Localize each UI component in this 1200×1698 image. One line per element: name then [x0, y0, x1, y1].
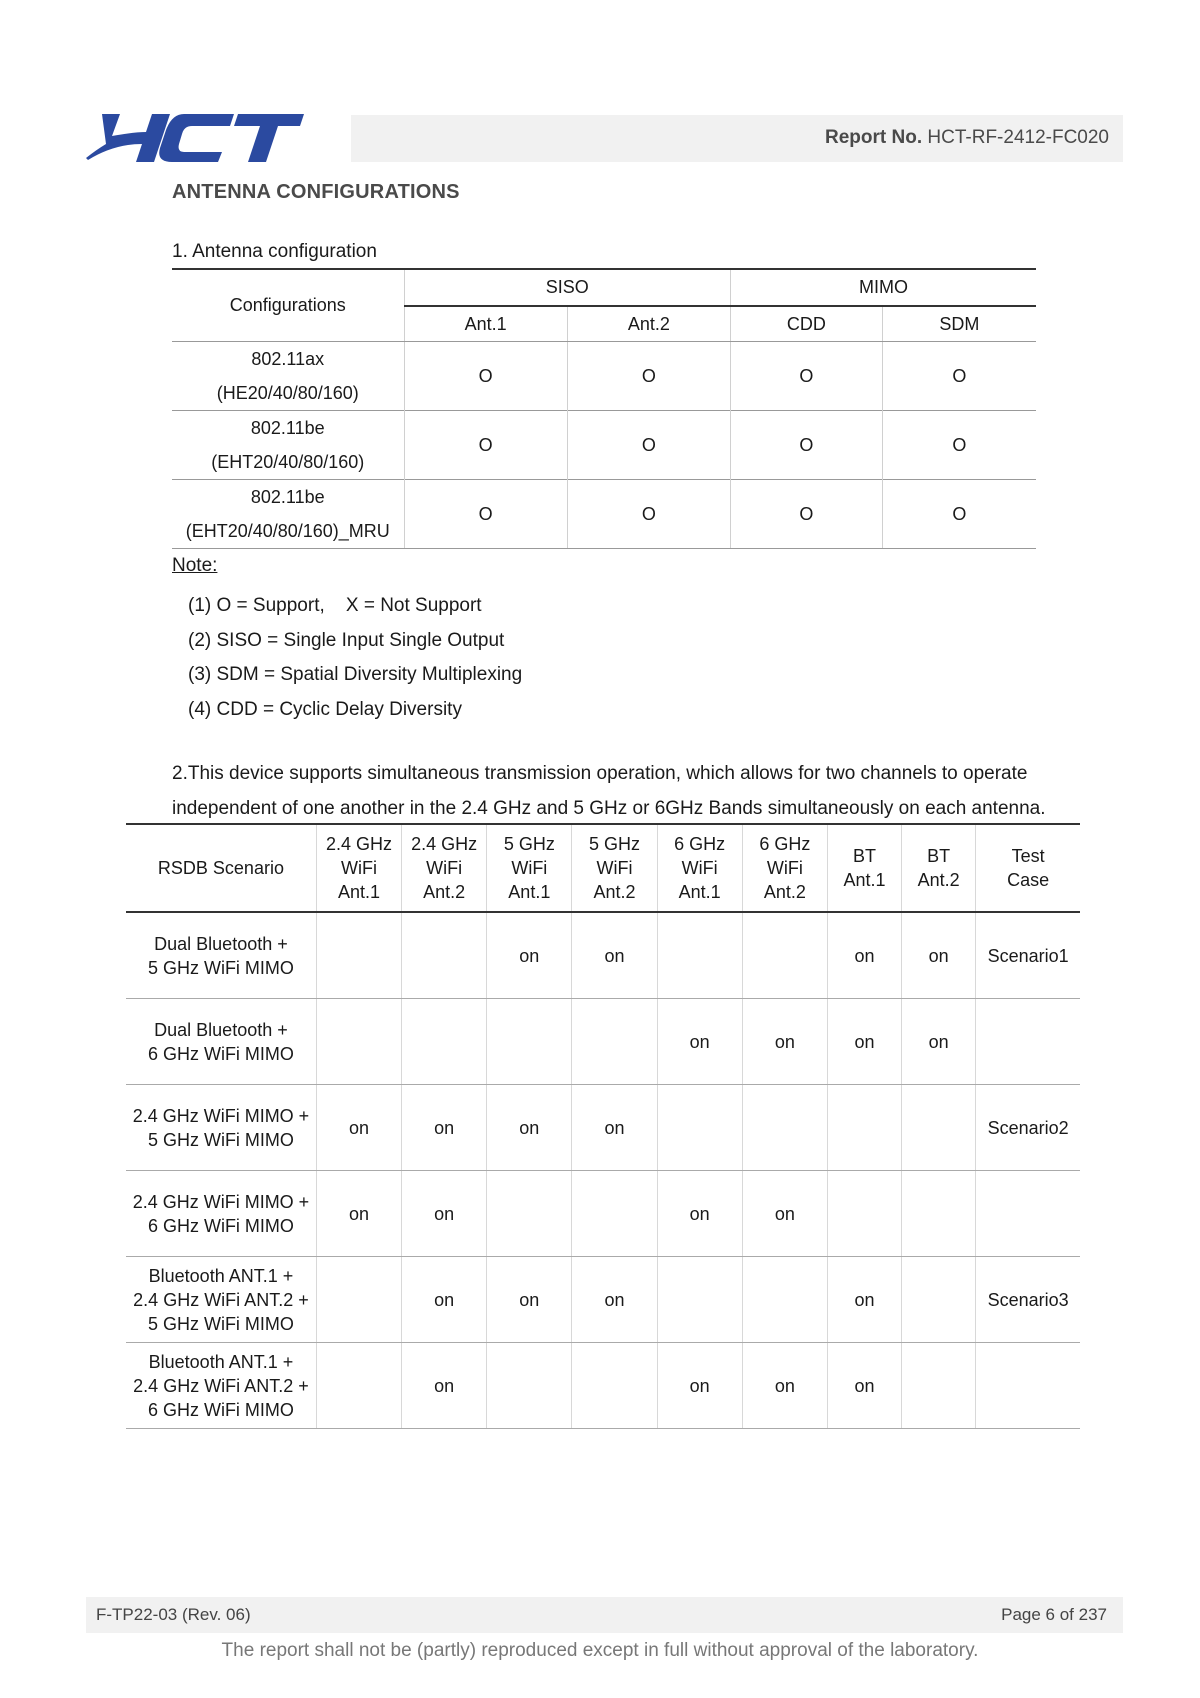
header-bar: [351, 115, 1123, 162]
rsdb-table: [126, 823, 1080, 1429]
cell-ant2: O: [567, 342, 730, 411]
scenario-name: Dual Bluetooth + 5 GHz WiFi MIMO: [126, 912, 316, 999]
cell: [827, 1171, 901, 1257]
table-row: [172, 411, 1036, 480]
header-cdd: CDD: [731, 306, 883, 342]
report-number: [825, 127, 1109, 149]
cell: [572, 1171, 657, 1257]
cell-sdm: O: [882, 480, 1036, 549]
cell: [742, 912, 827, 999]
cell: [572, 1343, 657, 1429]
cell: [316, 999, 401, 1085]
scenario-name: Dual Bluetooth + 6 GHz WiFi MIMO: [126, 999, 316, 1085]
cell: on: [487, 912, 572, 999]
cell: on: [827, 999, 901, 1085]
cell-ant2: O: [567, 480, 730, 549]
cell: on: [316, 1085, 401, 1171]
table-row: [126, 1257, 1080, 1343]
header-bt-ant1: BT Ant.1: [827, 824, 901, 912]
table-row: [126, 912, 1080, 999]
cell: [316, 912, 401, 999]
header-mimo: MIMO: [731, 269, 1036, 306]
cell: [902, 1171, 976, 1257]
paragraph-line: independent of one another in the 2.4 GHz and 5 GHz or 6GHz Bands simultaneously on each antenna.: [172, 797, 1046, 819]
header-24ghz-ant1: 2.4 GHz WiFi Ant.1: [316, 824, 401, 912]
config-cell: [172, 411, 404, 480]
note-item: (1) O = Support, X = Not Support: [188, 595, 482, 616]
report-no-value: HCT-RF-2412-FC020: [927, 127, 1109, 148]
cell: on: [572, 1085, 657, 1171]
header-ant2: Ant.2: [567, 306, 730, 342]
paragraph-line: 2.This device supports simultaneous transmission operation, which allows for two channels to operate: [172, 763, 1028, 784]
test-case: Scenario2: [976, 1085, 1080, 1171]
scenario-name: Bluetooth ANT.1 + 2.4 GHz WiFi ANT.2 + 5 GHz WiFi MIMO: [126, 1257, 316, 1343]
notes-list: [188, 589, 522, 727]
cell: on: [402, 1257, 487, 1343]
cell: [402, 999, 487, 1085]
cell-ant2: O: [567, 411, 730, 480]
table-row: [126, 999, 1080, 1085]
table-row: [126, 1171, 1080, 1257]
scenario-name: 2.4 GHz WiFi MIMO + 6 GHz WiFi MIMO: [126, 1171, 316, 1257]
cell: [487, 999, 572, 1085]
cell: [742, 1257, 827, 1343]
page-number: Page 6 of 237: [1001, 1605, 1107, 1624]
cell: [657, 912, 742, 999]
cell-cdd: O: [731, 480, 883, 549]
table-row: [172, 342, 1036, 411]
note-item: (4) CDD = Cyclic Delay Diversity: [188, 698, 462, 720]
test-case: [976, 1343, 1080, 1429]
cell: [902, 1343, 976, 1429]
cell: [657, 1085, 742, 1171]
test-case: [976, 1171, 1080, 1257]
note-item: (3) SDM = Spatial Diversity Multiplexing: [188, 664, 523, 685]
cell: on: [827, 1343, 901, 1429]
test-case: Scenario3: [976, 1257, 1080, 1343]
cell: on: [487, 1257, 572, 1343]
cell-cdd: O: [731, 411, 883, 480]
header-5ghz-ant2: 5 GHz WiFi Ant.2: [572, 824, 657, 912]
cell: [902, 1257, 976, 1343]
scenario-name: 2.4 GHz WiFi MIMO + 5 GHz WiFi MIMO: [126, 1085, 316, 1171]
config-name: 802.11be: [250, 418, 325, 438]
cell: on: [657, 1171, 742, 1257]
cell-ant1: O: [404, 411, 567, 480]
form-id: F-TP22-03 (Rev. 06): [96, 1605, 251, 1624]
header-test-case: Test Case: [976, 824, 1080, 912]
cell: [487, 1171, 572, 1257]
scenario-name: Bluetooth ANT.1 + 2.4 GHz WiFi ANT.2 + 6 GHz WiFi MIMO: [126, 1343, 316, 1429]
simultaneous-paragraph: [172, 757, 1072, 826]
table-row: [172, 480, 1036, 549]
cell: on: [572, 912, 657, 999]
test-case: Scenario1: [976, 912, 1080, 999]
cell: on: [827, 1257, 901, 1343]
cell: on: [402, 1171, 487, 1257]
cell: on: [487, 1085, 572, 1171]
header-siso: SISO: [404, 269, 731, 306]
cell: [902, 1085, 976, 1171]
cell-cdd: O: [731, 342, 883, 411]
cell: on: [902, 912, 976, 999]
cell: on: [657, 1343, 742, 1429]
antenna-config-title: 1. Antenna configuration: [172, 241, 377, 262]
cell: [572, 999, 657, 1085]
header-bt-ant2: BT Ant.2: [902, 824, 976, 912]
config-detail: (EHT20/40/80/160)_MRU: [185, 521, 390, 541]
cell: on: [657, 999, 742, 1085]
note-item: (2) SISO = Single Input Single Output: [188, 629, 505, 651]
header-6ghz-ant2: 6 GHz WiFi Ant.2: [742, 824, 827, 912]
table-row: [126, 1343, 1080, 1429]
cell: on: [827, 912, 901, 999]
hct-logo-icon: [84, 112, 304, 164]
cell: on: [402, 1085, 487, 1171]
note-label: Note:: [172, 555, 218, 576]
disclaimer: The report shall not be (partly) reproduced except in full without approval of the laboratory.: [221, 1640, 979, 1661]
cell: on: [742, 1343, 827, 1429]
rsdb-header-row: [126, 824, 1080, 912]
cell-sdm: O: [882, 342, 1036, 411]
cell: on: [742, 999, 827, 1085]
config-name: 802.11ax: [251, 349, 325, 369]
cell: [316, 1257, 401, 1343]
section-title: ANTENNA CONFIGURATIONS: [172, 181, 460, 203]
table-row: [126, 1085, 1080, 1171]
cell: [657, 1257, 742, 1343]
antenna-config-table: [172, 268, 1036, 549]
header-rsdb-scenario: RSDB Scenario: [126, 824, 316, 912]
config-detail: (EHT20/40/80/160): [211, 452, 365, 472]
cell-ant1: O: [404, 342, 567, 411]
cell-ant1: O: [404, 480, 567, 549]
cell: [487, 1343, 572, 1429]
hct-logo: [84, 112, 304, 164]
cell: [742, 1085, 827, 1171]
test-case: [976, 999, 1080, 1085]
cell: on: [902, 999, 976, 1085]
cell: [402, 912, 487, 999]
config-detail: (HE20/40/80/160): [216, 383, 359, 403]
cell: on: [402, 1343, 487, 1429]
header-24ghz-ant2: 2.4 GHz WiFi Ant.2: [402, 824, 487, 912]
header-5ghz-ant1: 5 GHz WiFi Ant.1: [487, 824, 572, 912]
cell: [827, 1085, 901, 1171]
footer-bar: [86, 1597, 1123, 1633]
header-configurations: Configurations: [172, 269, 404, 342]
cell: on: [742, 1171, 827, 1257]
cell: on: [316, 1171, 401, 1257]
report-no-label: Report No.: [825, 127, 923, 148]
config-cell: [172, 480, 404, 549]
cell-sdm: O: [882, 411, 1036, 480]
cell: [316, 1343, 401, 1429]
header-ant1: Ant.1: [404, 306, 567, 342]
config-cell: [172, 342, 404, 411]
header-6ghz-ant1: 6 GHz WiFi Ant.1: [657, 824, 742, 912]
cell: on: [572, 1257, 657, 1343]
config-name: 802.11be: [250, 487, 325, 507]
header-sdm: SDM: [882, 306, 1036, 342]
